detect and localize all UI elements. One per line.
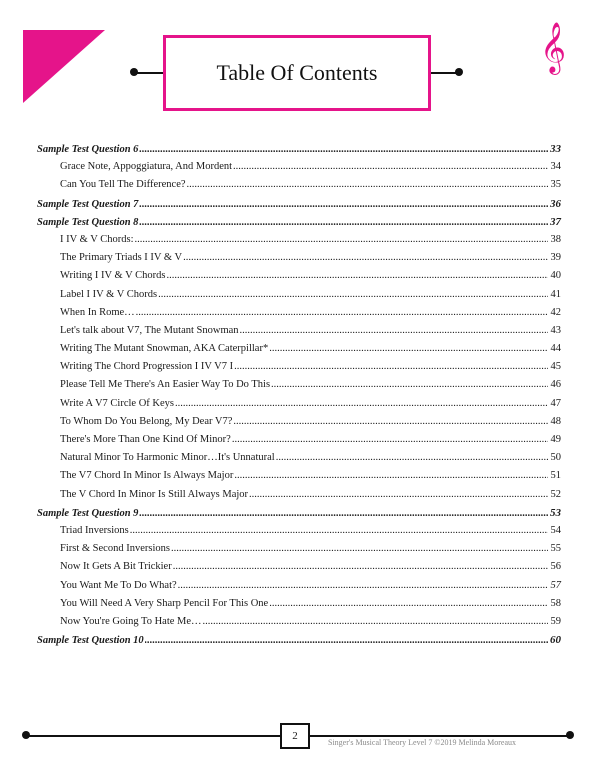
toc-leader-dots: [269, 343, 548, 354]
toc-page-number: 37: [550, 215, 561, 228]
page-number: 2: [292, 730, 298, 742]
toc-leader-dots: [166, 270, 548, 281]
toc-page-number: 50: [550, 452, 561, 464]
toc-entry-title: The V Chord In Minor Is Still Always Major: [60, 488, 249, 500]
toc-entry-row[interactable]: [37, 580, 561, 598]
toc-entry-title: Triad Inversions: [60, 524, 129, 536]
toc-entry-title: Sample Test Question 9: [37, 507, 139, 519]
toc-page-number: 39: [550, 252, 561, 264]
toc-page-number: 49: [550, 434, 561, 445]
header-dot-right: [455, 68, 463, 76]
toc-leader-dots: [233, 416, 548, 427]
toc-page-number: 57: [550, 579, 561, 591]
header-rule-left: [134, 72, 166, 74]
toc-page-number: 59: [550, 615, 561, 627]
toc-entry-title: Let's talk about V7, The Mutant Snowman: [60, 324, 239, 336]
toc-entry-title: Please Tell Me There's An Easier Way To Do This: [60, 379, 271, 391]
toc-leader-dots: [187, 179, 548, 190]
toc-entry-title: Now You're Going To Hate Me…: [60, 615, 202, 627]
toc-section-row[interactable]: [37, 507, 561, 525]
footer-dot-left: [22, 731, 30, 739]
toc-page-number: 36: [550, 197, 561, 210]
toc-page-number: 58: [550, 597, 561, 609]
toc-page-number: 41: [550, 288, 561, 300]
toc-entry-title: I IV & V Chords:: [60, 233, 134, 245]
toc-entry-title: Write A V7 Circle Of Keys: [60, 397, 174, 409]
toc-leader-dots: [145, 635, 548, 646]
toc-entry-title: The Primary Triads I IV & V: [60, 252, 183, 264]
footer-dot-right: [566, 731, 574, 739]
toc-entry-row[interactable]: [37, 252, 561, 270]
toc-entry-row[interactable]: [37, 343, 561, 361]
toc-entry-row[interactable]: [37, 416, 561, 434]
toc-entry-title: Can You Tell The Difference?: [60, 179, 186, 191]
toc-leader-dots: [232, 434, 548, 445]
toc-page-number: 33: [550, 143, 561, 155]
toc-leader-dots: [139, 217, 548, 228]
toc-leader-dots: [269, 598, 548, 609]
toc-entry-title: Sample Test Question 8: [37, 216, 139, 228]
toc-page-number: 42: [550, 306, 561, 318]
toc-entry-row[interactable]: [37, 289, 561, 307]
toc-leader-dots: [234, 361, 548, 372]
toc-entry-row[interactable]: [37, 543, 561, 561]
toc-entry-row[interactable]: [37, 379, 561, 397]
toc-entry-row[interactable]: [37, 470, 561, 488]
toc-entry-title: First & Second Inversions: [60, 543, 170, 555]
toc-entry-title: Sample Test Question 7: [37, 198, 139, 210]
toc-page-number: 46: [550, 379, 561, 391]
toc-entry-title: Label I IV & V Chords: [60, 288, 158, 300]
title-box: [163, 35, 431, 111]
toc-leader-dots: [203, 616, 548, 627]
footer-credit: Singer's Musical Theory Level 7 ©2019 Melinda Moreaux: [328, 738, 516, 747]
page-number-box: [280, 723, 310, 749]
toc-leader-dots: [135, 234, 548, 245]
toc-leader-dots: [276, 452, 548, 463]
toc-entry-row[interactable]: [37, 598, 561, 616]
toc-entry-row[interactable]: [37, 270, 561, 288]
toc-page-number: 40: [550, 270, 561, 282]
treble-clef-icon: 𝄞: [540, 22, 567, 73]
toc-entry-title: Writing The Mutant Snowman, AKA Caterpillar*: [60, 343, 269, 355]
toc-leader-dots: [158, 289, 548, 300]
toc-leader-dots: [139, 199, 548, 210]
page-title: Table Of Contents: [216, 60, 378, 85]
toc-page-number: 56: [550, 561, 561, 573]
toc-page-number: 48: [550, 415, 561, 427]
toc-entry-row[interactable]: [37, 179, 561, 197]
toc-leader-dots: [234, 470, 548, 481]
toc-page-number: 55: [550, 543, 561, 555]
toc-page-number: 38: [550, 233, 561, 245]
toc-page-number: 35: [550, 179, 561, 191]
toc-entry-row[interactable]: [37, 325, 561, 343]
toc-entry-row[interactable]: [37, 234, 561, 252]
toc-leader-dots: [139, 508, 548, 519]
toc-entry-title: When In Rome…: [60, 306, 135, 318]
toc-page-number: 44: [550, 343, 561, 355]
toc-page-number: 45: [550, 361, 561, 373]
toc-page-number: 52: [550, 488, 561, 500]
toc-entry-title: Sample Test Question 6: [37, 144, 139, 155]
toc-entry-row[interactable]: [37, 525, 561, 543]
toc-entry-title: You Will Need A Very Sharp Pencil For This One: [60, 597, 269, 609]
toc-page-number: 34: [550, 161, 561, 173]
toc-entry-title: Natural Minor To Harmonic Minor…It's Unnatural: [60, 452, 275, 464]
toc-section-row[interactable]: [37, 198, 561, 216]
toc-section-row[interactable]: [37, 216, 561, 234]
toc-entry-row[interactable]: [37, 616, 561, 634]
toc-entry-title: To Whom Do You Belong, My Dear V7?: [60, 415, 233, 427]
toc-leader-dots: [173, 561, 548, 572]
toc-entry-title: Now It Gets A Bit Trickier: [60, 561, 172, 573]
table-of-contents: [37, 143, 561, 652]
toc-entry-title: Writing I IV & V Chords: [60, 270, 166, 282]
toc-leader-dots: [139, 144, 548, 155]
toc-entry-row[interactable]: [37, 398, 561, 416]
toc-page-number: 53: [550, 506, 561, 519]
toc-entry-title: Writing The Chord Progression I IV V7 I: [60, 361, 234, 373]
toc-entry-title: You Want Me To Do What?: [60, 579, 177, 591]
toc-leader-dots: [271, 379, 548, 390]
toc-entry-title: Sample Test Question 10: [37, 635, 144, 647]
toc-entry-row[interactable]: [37, 434, 561, 452]
toc-section-row[interactable]: [37, 143, 561, 161]
toc-page-number: 43: [550, 324, 561, 336]
toc-page-number: 47: [550, 397, 561, 409]
toc-leader-dots: [130, 525, 548, 536]
toc-entry-row[interactable]: [37, 561, 561, 579]
toc-leader-dots: [175, 398, 548, 409]
toc-entry-row[interactable]: [37, 161, 561, 179]
header-dot-left: [130, 68, 138, 76]
toc-entry-title: The V7 Chord In Minor Is Always Major: [60, 470, 234, 482]
toc-leader-dots: [240, 325, 548, 336]
toc-entry-row[interactable]: [37, 452, 561, 470]
toc-entry-row[interactable]: [37, 361, 561, 379]
toc-entry-title: Grace Note, Appoggiatura, And Mordent: [60, 161, 233, 173]
toc-section-row[interactable]: [37, 634, 561, 652]
toc-leader-dots: [183, 252, 548, 263]
toc-leader-dots: [136, 307, 548, 318]
toc-leader-dots: [249, 489, 548, 500]
toc-page-number: 60: [550, 634, 561, 647]
toc-entry-title: There's More Than One Kind Of Minor?: [60, 434, 231, 445]
toc-leader-dots: [178, 580, 548, 591]
toc-page-number: 51: [550, 470, 561, 482]
toc-leader-dots: [171, 543, 548, 554]
toc-leader-dots: [233, 161, 548, 172]
toc-page-number: 54: [550, 524, 561, 536]
toc-entry-row[interactable]: [37, 307, 561, 325]
corner-triangle-decoration: [23, 30, 105, 103]
toc-entry-row[interactable]: [37, 489, 561, 507]
